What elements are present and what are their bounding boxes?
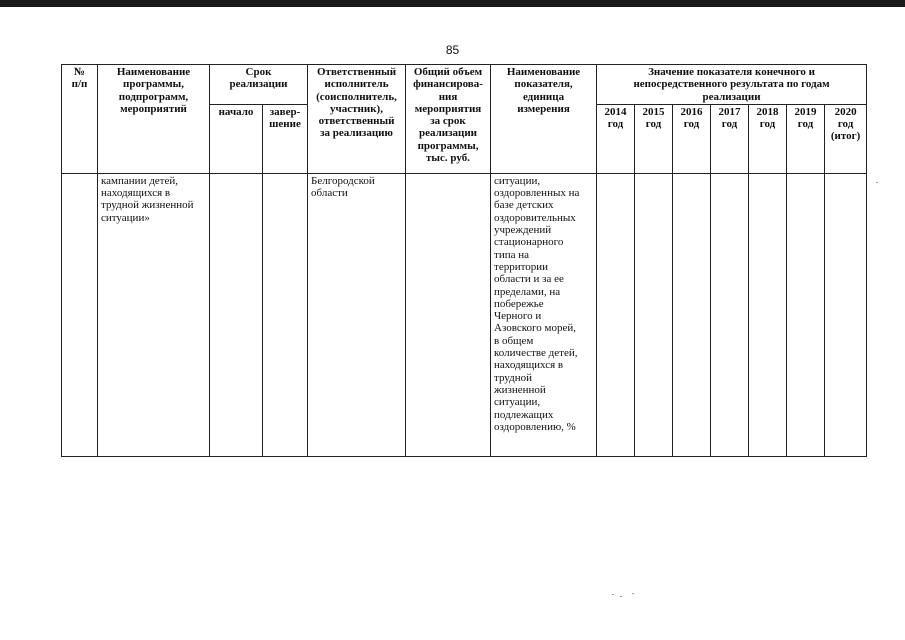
header-year-2014: 2014 год <box>597 104 635 173</box>
header-num: № п/п <box>62 65 98 174</box>
cell-funding <box>406 173 491 456</box>
cell-executor: Белгородской области <box>308 173 406 456</box>
cell-indicator: ситуации, оздоровленных на базе детских оздоровительных учреждений стационарного типа на территории области и за ее пределами, на побережье Черного и Азовского морей, в общем количестве детей, находящихся в трудной жизненной ситуации, подлежащих оздоровлению, % <box>491 173 597 456</box>
header-year-2018: 2018 год <box>749 104 787 173</box>
scan-speck <box>876 182 878 183</box>
header-name: Наименование программы, подпрограмм, мероприятий <box>98 65 210 174</box>
cell-year-2015 <box>635 173 673 456</box>
header-term: Срок реализации <box>210 65 308 105</box>
header-executor: Ответственный исполнитель (соисполнитель, участник), ответственный за реализацию <box>308 65 406 174</box>
cell-year-2017 <box>711 173 749 456</box>
cell-year-2018 <box>749 173 787 456</box>
cell-end <box>263 173 308 456</box>
cell-name: кампании детей, находящихся в трудной жизненной ситуации» <box>98 173 210 456</box>
cell-year-2020 <box>825 173 867 456</box>
header-year-2019: 2019 год <box>787 104 825 173</box>
table-row <box>62 173 867 456</box>
header-year-2016: 2016 год <box>673 104 711 173</box>
cell-year-2016 <box>673 173 711 456</box>
cell-year-2019 <box>787 173 825 456</box>
scan-speck <box>632 593 634 594</box>
scan-top-edge <box>0 0 905 7</box>
header-year-2015: 2015 год <box>635 104 673 173</box>
cell-year-2014 <box>597 173 635 456</box>
page-number: 85 <box>445 43 460 57</box>
scan-speck <box>620 596 622 597</box>
header-row-1 <box>62 65 867 105</box>
header-funding: Общий объем финансирова- ния мероприятия за срок реализации программы, тыс. руб. <box>406 65 491 174</box>
header-start: начало <box>210 104 263 173</box>
indicators-table <box>61 64 867 457</box>
header-end: завер- шение <box>263 104 308 173</box>
header-values-group: Значение показателя конечного и непосредственного результата по годам реализации <box>597 65 867 105</box>
cell-start <box>210 173 263 456</box>
header-year-2020: 2020 год (итог) <box>825 104 867 173</box>
scan-speck <box>612 594 614 595</box>
cell-num <box>62 173 98 456</box>
header-year-2017: 2017 год <box>711 104 749 173</box>
header-indicator: Наименование показателя, единица измерения <box>491 65 597 174</box>
